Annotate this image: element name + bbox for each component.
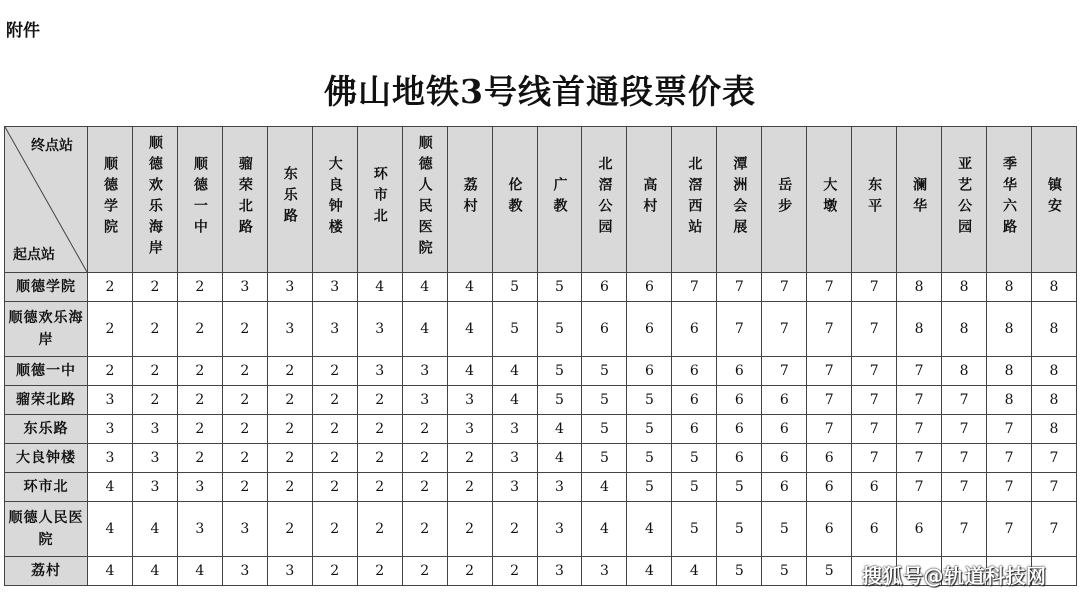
fare-cell: 4 [88,502,133,557]
watermark: 搜狐号@轨道科技网 [862,564,1047,588]
fare-cell: 7 [897,386,942,415]
row-header: 顺德人民医院 [5,502,88,557]
column-header [672,127,717,273]
fare-cell: 2 [177,357,222,386]
fare-cell: 3 [537,473,582,502]
fare-cell: 3 [447,415,492,444]
row-header: 骝荣北路 [5,386,88,415]
fare-cell: 6 [807,444,852,473]
row-header: 东乐路 [5,415,88,444]
fare-cell: 6 [717,415,762,444]
table-body [5,273,1077,586]
fare-cell: 3 [267,302,312,357]
fare-cell: 7 [942,415,987,444]
fare-cell: 2 [267,502,312,557]
fare-cell: 3 [267,273,312,302]
fare-cell: 5 [537,357,582,386]
fare-cell: 6 [807,473,852,502]
fare-cell: 4 [672,557,717,586]
column-header-label: 顺德一中 [191,155,208,240]
fare-cell: 7 [942,386,987,415]
fare-cell: 8 [987,302,1032,357]
fare-cell: 6 [582,302,627,357]
header-row [5,127,1077,273]
fare-cell: 6 [582,273,627,302]
fare-cell: 7 [807,302,852,357]
fare-cell: 4 [88,557,133,586]
fare-cell: 2 [267,415,312,444]
fare-cell: 4 [537,444,582,473]
fare-cell: 6 [897,502,942,557]
fare-cell: 8 [1032,302,1077,357]
fare-cell: 6 [672,302,717,357]
fare-cell: 3 [357,302,402,357]
fare-cell: 8 [897,273,942,302]
fare-cell: 7 [852,273,897,302]
fare-cell: 5 [627,415,672,444]
fare-cell: 4 [447,302,492,357]
table-row [5,415,1077,444]
fare-cell: 5 [627,386,672,415]
column-header-label: 东平 [866,176,883,219]
column-header [402,127,447,273]
fare-table [4,126,1077,586]
fare-cell: 2 [88,273,133,302]
fare-cell: 6 [852,502,897,557]
fare-cell: 6 [672,357,717,386]
column-header-label: 季华六路 [1001,155,1018,240]
column-header [177,127,222,273]
fare-cell: 3 [537,557,582,586]
corner-cell [5,127,88,273]
fare-cell: 7 [1032,502,1077,557]
fare-cell: 5 [762,502,807,557]
fare-cell: 2 [402,444,447,473]
fare-cell: 8 [897,302,942,357]
fare-cell: 7 [897,444,942,473]
fare-cell: 7 [987,444,1032,473]
fare-cell: 3 [492,444,537,473]
fare-cell: 7 [852,357,897,386]
fare-cell: 7 [852,415,897,444]
fare-cell: 2 [447,502,492,557]
fare-cell: 7 [762,302,807,357]
fare-cell: 6 [762,386,807,415]
fare-cell: 2 [402,473,447,502]
fare-cell: 6 [807,502,852,557]
fare-cell: 5 [582,357,627,386]
fare-cell: 2 [132,386,177,415]
fare-cell: 7 [987,502,1032,557]
fare-cell: 3 [132,415,177,444]
fare-cell: 4 [132,557,177,586]
fare-cell: 7 [942,473,987,502]
fare-cell: 2 [357,444,402,473]
fare-cell: 2 [312,386,357,415]
column-header-label: 广教 [551,176,568,219]
column-header-label: 镇安 [1046,176,1062,219]
table-row [5,444,1077,473]
fare-cell: 2 [312,502,357,557]
fare-cell: 2 [177,444,222,473]
column-header-label: 环市北 [371,166,388,229]
fare-cell: 5 [672,473,717,502]
fare-cell: 6 [672,415,717,444]
fare-cell: 4 [132,502,177,557]
fare-cell: 6 [672,386,717,415]
column-header-label: 澜华 [911,176,928,219]
row-header: 顺德一中 [5,357,88,386]
fare-cell: 4 [447,273,492,302]
row-header: 顺德欢乐海岸 [5,302,88,357]
fare-cell: 7 [762,357,807,386]
fare-cell: 4 [627,502,672,557]
fare-cell: 4 [357,273,402,302]
fare-cell: 7 [942,444,987,473]
fare-cell: 3 [492,473,537,502]
fare-cell: 2 [267,386,312,415]
fare-cell: 2 [357,557,402,586]
table-row [5,473,1077,502]
fare-cell: 3 [312,302,357,357]
column-header-label: 亚艺公园 [956,155,973,240]
table-row [5,386,1077,415]
fare-cell: 7 [807,357,852,386]
column-header [627,127,672,273]
fare-cell: 2 [132,357,177,386]
column-header [852,127,897,273]
column-header-label: 大墩 [821,176,838,219]
fare-cell: 6 [762,444,807,473]
column-header [807,127,852,273]
fare-cell: 3 [492,415,537,444]
column-header-label: 北滘公园 [596,155,613,240]
fare-cell: 4 [582,473,627,502]
fare-cell: 4 [402,302,447,357]
fare-cell: 2 [267,473,312,502]
fare-cell: 5 [492,273,537,302]
fare-cell: 5 [672,502,717,557]
fare-cell: 6 [717,386,762,415]
column-header [267,127,312,273]
fare-cell: 5 [492,302,537,357]
row-header: 大良钟楼 [5,444,88,473]
fare-cell: 2 [312,473,357,502]
fare-cell: 3 [222,273,267,302]
fare-cell: 7 [672,273,717,302]
fare-cell: 4 [537,415,582,444]
fare-cell: 2 [88,302,133,357]
fare-cell: 6 [717,444,762,473]
fare-cell: 2 [447,557,492,586]
fare-cell: 5 [807,557,852,586]
column-header-label: 北滘西站 [686,155,703,240]
fare-cell: 7 [1032,473,1077,502]
column-header-label: 荔村 [461,176,478,219]
column-header [897,127,942,273]
column-header-label: 顺德欢乐海岸 [146,134,163,261]
fare-cell: 5 [717,557,762,586]
fare-cell: 7 [897,357,942,386]
fare-cell: 7 [717,273,762,302]
fare-cell: 7 [942,502,987,557]
fare-cell: 3 [88,386,133,415]
table-row [5,302,1077,357]
fare-cell: 4 [88,473,133,502]
fare-cell: 4 [447,357,492,386]
column-header [492,127,537,273]
fare-cell: 8 [987,386,1032,415]
fare-cell: 7 [1032,444,1077,473]
fare-cell: 2 [447,444,492,473]
fare-cell: 2 [132,273,177,302]
fare-cell: 2 [177,273,222,302]
fare-cell: 2 [177,386,222,415]
fare-cell: 2 [402,415,447,444]
fare-cell: 5 [537,273,582,302]
fare-cell: 6 [762,415,807,444]
fare-cell: 2 [312,415,357,444]
fare-cell: 4 [582,502,627,557]
column-header-label: 顺德学院 [101,155,118,240]
fare-cell: 8 [1032,273,1077,302]
fare-cell: 2 [222,415,267,444]
fare-cell: 3 [132,473,177,502]
fare-cell: 3 [357,357,402,386]
fare-cell: 3 [88,444,133,473]
fare-cell: 3 [132,444,177,473]
fare-cell: 5 [717,473,762,502]
fare-cell: 2 [357,473,402,502]
fare-cell: 2 [312,557,357,586]
column-header [717,127,762,273]
fare-cell: 7 [807,273,852,302]
fare-cell: 3 [402,357,447,386]
fare-cell: 5 [582,415,627,444]
fare-cell: 8 [987,357,1032,386]
fare-cell: 2 [222,386,267,415]
column-header [582,127,627,273]
fare-cell: 8 [942,302,987,357]
column-header [762,127,807,273]
fare-cell: 2 [222,473,267,502]
fare-cell: 6 [627,357,672,386]
fare-cell: 5 [672,444,717,473]
fare-cell: 8 [1032,415,1077,444]
fare-cell: 3 [582,557,627,586]
fare-cell: 5 [627,444,672,473]
fare-cell: 2 [492,557,537,586]
fare-cell: 7 [897,473,942,502]
fare-cell: 2 [312,444,357,473]
fare-cell: 2 [357,502,402,557]
fare-cell: 4 [627,557,672,586]
corner-end-label: 终点站 [31,138,73,154]
fare-cell: 2 [357,415,402,444]
fare-cell: 2 [402,557,447,586]
column-header [447,127,492,273]
corner-start-label: 起点站 [13,247,55,263]
fare-cell: 6 [717,357,762,386]
fare-cell: 2 [222,357,267,386]
fare-cell: 7 [852,386,897,415]
fare-cell: 5 [762,557,807,586]
fare-cell: 3 [402,386,447,415]
row-header: 荔村 [5,557,88,586]
fare-cell: 8 [942,273,987,302]
fare-cell: 7 [717,302,762,357]
fare-cell: 5 [537,302,582,357]
column-header-label: 岳步 [776,176,793,219]
fare-cell: 3 [447,386,492,415]
column-header [312,127,357,273]
fare-cell: 2 [222,302,267,357]
fare-cell: 4 [402,273,447,302]
column-header-label: 大良钟楼 [326,155,343,240]
fare-cell: 2 [402,502,447,557]
column-header-label: 顺德人民医院 [416,134,433,261]
fare-cell: 7 [852,444,897,473]
fare-cell: 7 [987,473,1032,502]
table-row [5,502,1077,557]
fare-cell: 2 [492,502,537,557]
fare-cell: 3 [88,415,133,444]
fare-cell: 3 [537,502,582,557]
fare-cell: 6 [762,473,807,502]
fare-cell: 7 [897,415,942,444]
row-header: 顺德学院 [5,273,88,302]
fare-cell: 2 [177,302,222,357]
column-header [537,127,582,273]
column-header [132,127,177,273]
fare-cell: 5 [717,502,762,557]
fare-cell: 2 [267,357,312,386]
fare-cell: 8 [942,357,987,386]
fare-cell: 2 [132,302,177,357]
column-header [987,127,1032,273]
fare-cell: 6 [852,473,897,502]
fare-cell: 3 [222,557,267,586]
fare-cell: 4 [177,557,222,586]
row-header: 环市北 [5,473,88,502]
fare-cell: 5 [627,473,672,502]
column-header [1032,127,1077,273]
column-header [942,127,987,273]
fare-cell: 2 [177,415,222,444]
fare-cell: 5 [537,386,582,415]
fare-cell: 7 [807,386,852,415]
fare-cell: 7 [852,302,897,357]
page-title: 佛山地铁3号线首通段票价表 [324,72,756,111]
fare-cell: 2 [267,444,312,473]
column-header [222,127,267,273]
column-header-label: 骝荣北路 [236,155,253,240]
column-header [357,127,402,273]
column-header [88,127,133,273]
fare-cell: 2 [312,357,357,386]
fare-cell: 8 [1032,357,1077,386]
table-row [5,273,1077,302]
fare-cell: 6 [627,302,672,357]
column-header-label: 东乐路 [281,166,298,229]
fare-cell: 6 [627,273,672,302]
fare-cell: 2 [88,357,133,386]
column-header-label: 潭洲会展 [731,155,748,240]
fare-cell: 2 [357,386,402,415]
fare-cell: 3 [312,273,357,302]
fare-cell: 3 [222,502,267,557]
fare-cell: 8 [987,273,1032,302]
fare-cell: 5 [582,386,627,415]
fare-cell: 4 [492,386,537,415]
column-header-label: 高村 [641,176,658,219]
fare-cell: 2 [222,444,267,473]
fare-cell: 3 [177,502,222,557]
fare-cell: 8 [1032,386,1077,415]
fare-cell: 5 [582,444,627,473]
attachment-label: 附件 [6,21,40,41]
fare-cell: 7 [807,415,852,444]
fare-cell: 7 [762,273,807,302]
table-row [5,357,1077,386]
fare-cell: 4 [492,357,537,386]
fare-cell: 3 [267,557,312,586]
fare-cell: 3 [177,473,222,502]
fare-cell: 2 [447,473,492,502]
column-header-label: 伦教 [506,176,523,219]
fare-cell: 7 [987,415,1032,444]
